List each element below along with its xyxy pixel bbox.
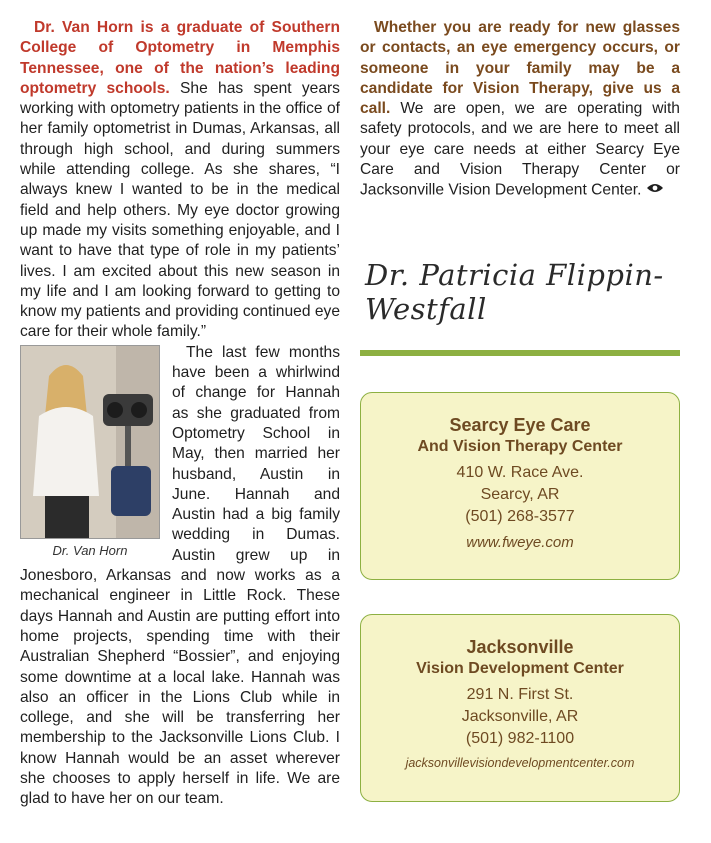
location-card-searcy [360,392,680,580]
right-highlight: Whether you are ready for new glasses or contacts, an eye emergency occurs, or someone in your family may be a candidate for Vision Therapy, give us a call. [360,19,680,118]
right-paragraph [360,18,680,201]
location-website-link[interactable]: www.fweye.com [466,534,574,551]
lead-body: She has spent years working with optometry patients in the office of her family optometrist in Dumas, Arkansas, all through high school, and during summers while attending college. As she shares, “I always knew I wanted to be in the medical field and help others. My eye doctor growing up made my visits something enjoyable, and I want to have that type of role in my patients’ lives. I am excited about this new season in my life and I am looking forward to getting to know my patients and providing continued eye care for their whole family.” [20,79,340,341]
doctor-photo-illustration [21,346,159,538]
second-paragraph-text: The last few months have been a whirlwind of change for Hannah as she graduated from Optometry School in May, then married her husband, Austin in June. Hannah and Austin had a big family wedding in Dumas. Austin grew up in Jonesboro, Arkansas and now works as a mechanical engineer in Little Rock. These days Hannah and Austin are putting effort into home projects, spending time with their Australian Shepherd “Bossier”, and enjoying some downtime at a local lake. Hannah was also an officer in the Lions Club while in college, and she will be transferring her membership to the Jacksonville Lions Club. I know Hannah would be an asset wherever she chooses to apply herself in life. We are glad to have her on our team. [20,343,340,808]
section-divider [360,350,680,356]
location-subtitle: Vision Development Center [416,660,624,677]
right-body: We are open, we are operating with safety protocols, and we are here to meet all your eye care needs at either Searcy Eye Care and Vision Therapy Center or Jacksonville Vision Development Center. [360,100,680,199]
photo-caption: Dr. Van Horn [52,542,128,558]
location-phone: (501) 268-3577 [465,508,575,525]
location-website-link[interactable]: jacksonvillevisiondevelopmentcenter.com [405,756,635,770]
lead-highlight: Dr. Van Horn is a graduate of Southern College of Optometry in Memphis Tennessee, one of the nation’s leading optometry schools. [20,19,340,97]
location-city: Searcy, AR [480,486,560,503]
location-address: 291 N. First St. [466,686,574,703]
article-left-column [20,18,340,810]
doctor-signature: Dr. Patricia Flippin-Westfall [365,258,664,326]
leaf-eye-icon [646,180,664,200]
location-subtitle: And Vision Therapy Center [417,438,623,455]
photo-figure [20,345,160,558]
location-name: Searcy Eye Care [449,415,591,435]
doctor-photo [20,345,160,539]
article-right-column [360,18,680,201]
location-phone: (501) 982-1100 [465,730,575,747]
location-card-jacksonville [360,614,680,802]
location-address: 410 W. Race Ave. [456,464,584,481]
location-city: Jacksonville, AR [461,708,579,725]
location-name: Jacksonville [466,637,574,657]
lead-paragraph [20,18,340,343]
